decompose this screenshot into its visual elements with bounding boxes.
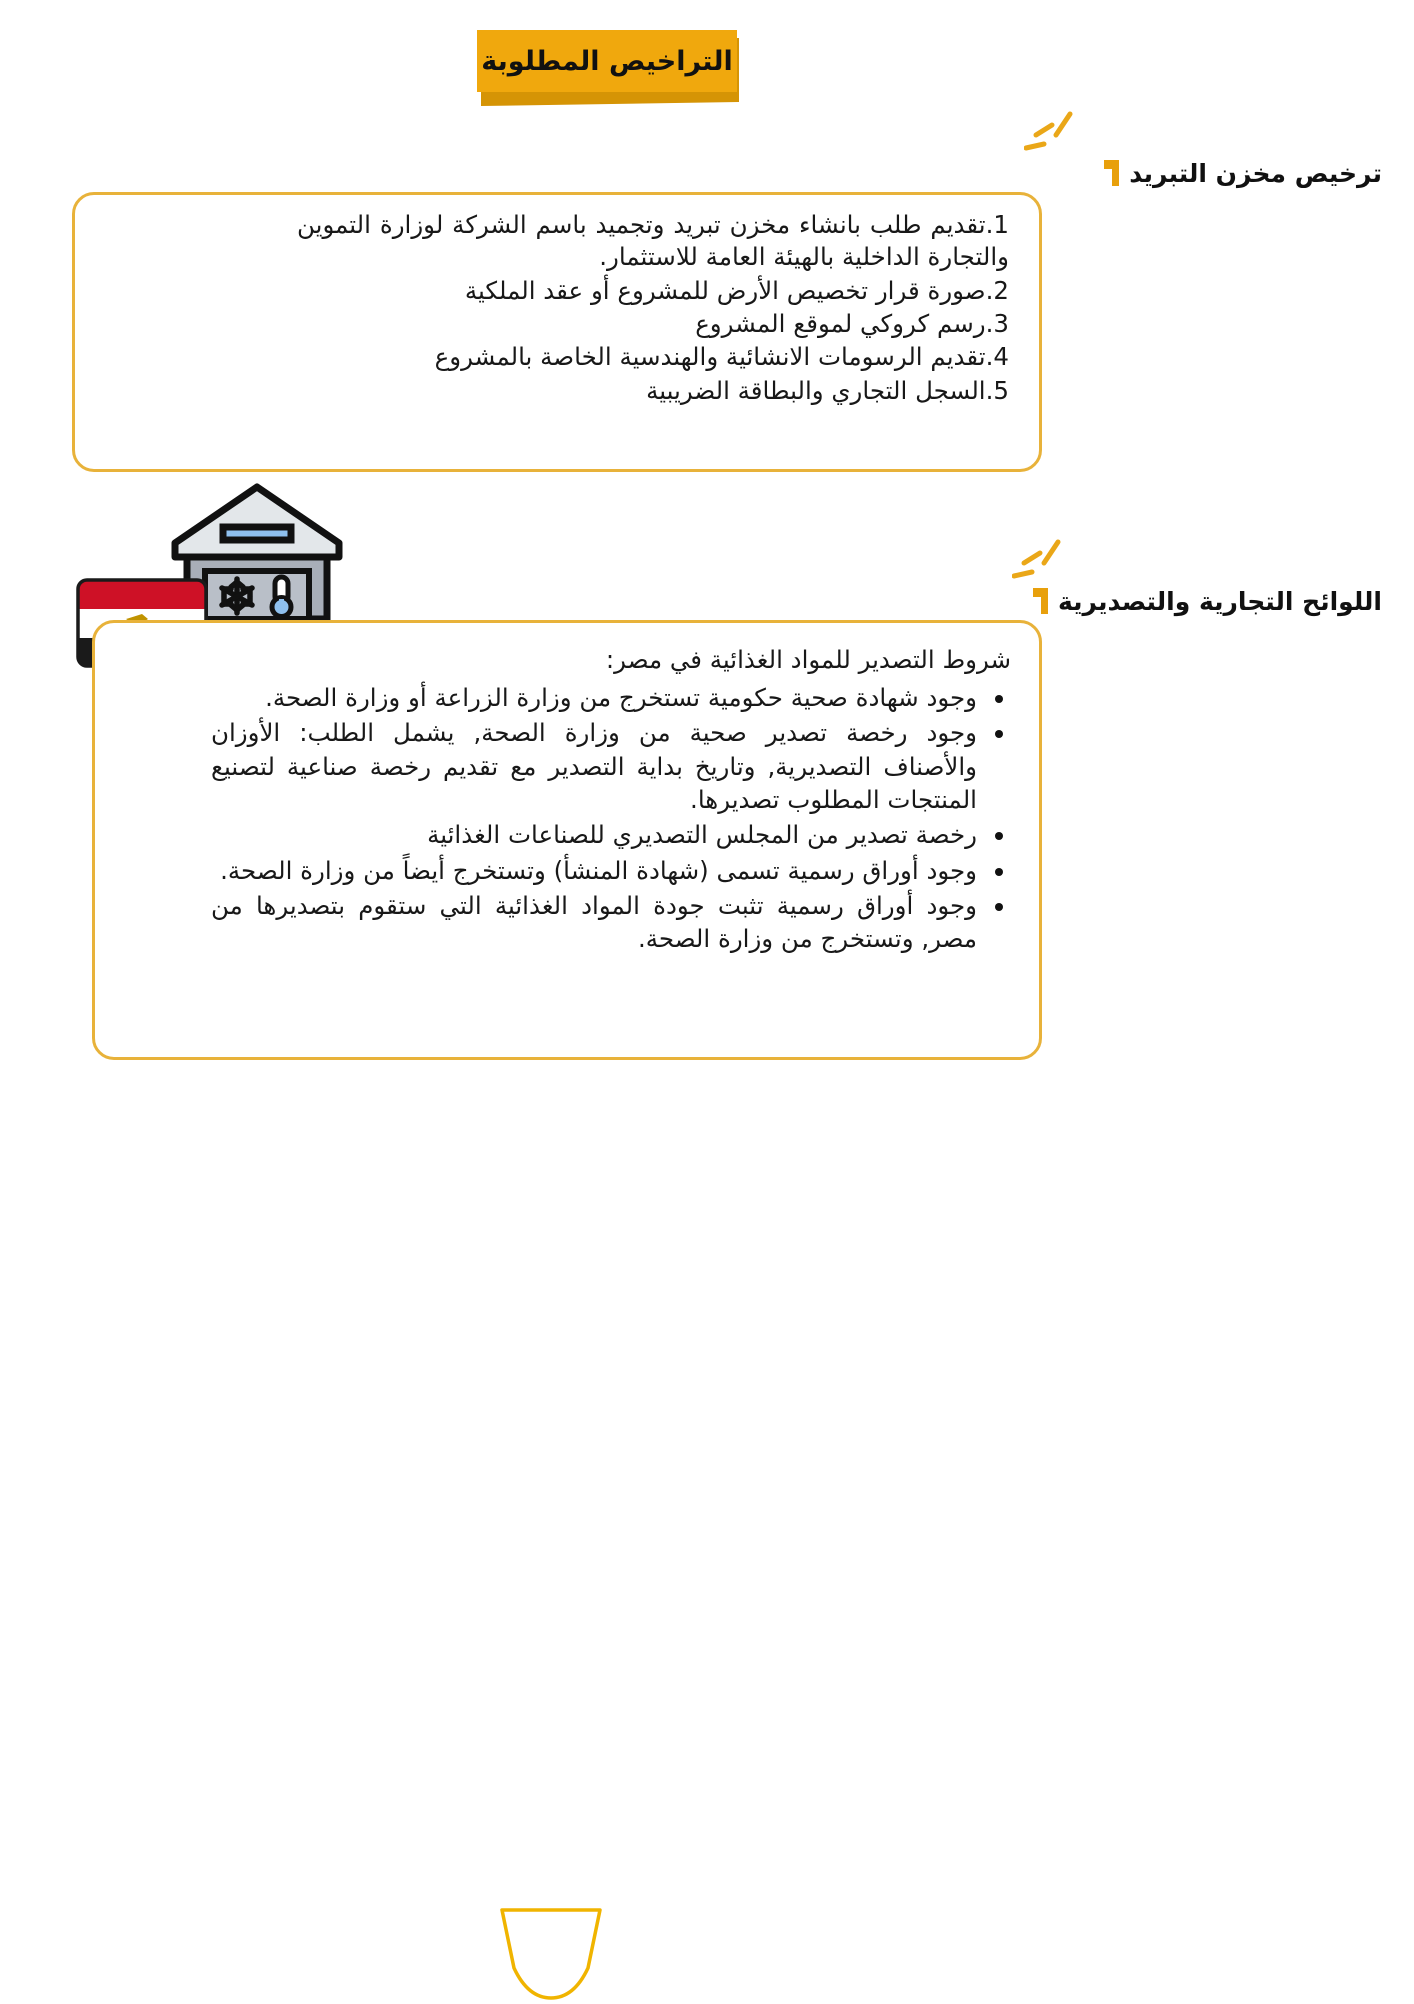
section-heading-trade-export [1032,578,1382,624]
cold-storage-requirements-list [297,209,1009,408]
trapezoid-outline-shape [496,1908,606,2000]
list-item: وجود رخصة تصدير صحية من وزارة الصحة, يشمل الطلب: الأوزان والأصناف التصديرية, وتاريخ بداية التصدير مع تقديم رخصة صناعية لتصنيع المنتجات المطلوب تصديرها. [211,716,1011,816]
trade-export-regulations-card [92,620,1042,1060]
title-banner [477,30,737,92]
heading-tab-marker-icon [1032,588,1048,614]
list-item: وجود أوراق رسمية تثبت جودة المواد الغذائية التي ستقوم بتصديرها من مصر, وتستخرج من وزارة الصحة. [211,889,1011,956]
list-item: 4.تقديم الرسومات الانشائية والهندسية الخاصة بالمشروع [434,342,1009,372]
list-item: وجود شهادة صحية حكومية تستخرج من وزارة الزراعة أو وزارة الصحة. [211,681,1011,714]
cold-storage-license-card [72,192,1042,472]
heading-tab-marker-icon [1103,160,1119,186]
list-item: 2.صورة قرار تخصيص الأرض للمشروع أو عقد الملكية [464,275,1009,305]
section-heading-cold-storage [1103,150,1382,196]
list-item: وجود أوراق رسمية تسمى (شهادة المنشأ) وتستخرج أيضاً من وزارة الصحة. [211,854,1011,887]
sparkle-lines-icon [1024,108,1084,156]
export-requirements-list [211,681,1011,958]
section-1-title: ترخيص مخزن التبريد [1129,158,1382,188]
page-title: التراخيص المطلوبة [481,45,733,77]
export-conditions-intro: شروط التصدير للمواد الغذائية في مصر: [605,645,1011,674]
list-item: 5.السجل التجاري والبطاقة الضريبية [646,375,1009,405]
sparkle-lines-icon [1012,536,1072,584]
list-item: 1.تقديم طلب بانشاء مخزن تبريد وتجميد باسم الشركة لوزارة التموين والتجارة الداخلية بالهيئة العامة للاستثمار. [297,210,1009,272]
list-item: رخصة تصدير من المجلس التصديري للصناعات الغذائية [211,818,1011,851]
section-2-title: اللوائح التجارية والتصديرية [1058,586,1382,616]
list-item: 3.رسم كروكي لموقع المشروع [695,308,1009,338]
page-header [0,22,1414,132]
